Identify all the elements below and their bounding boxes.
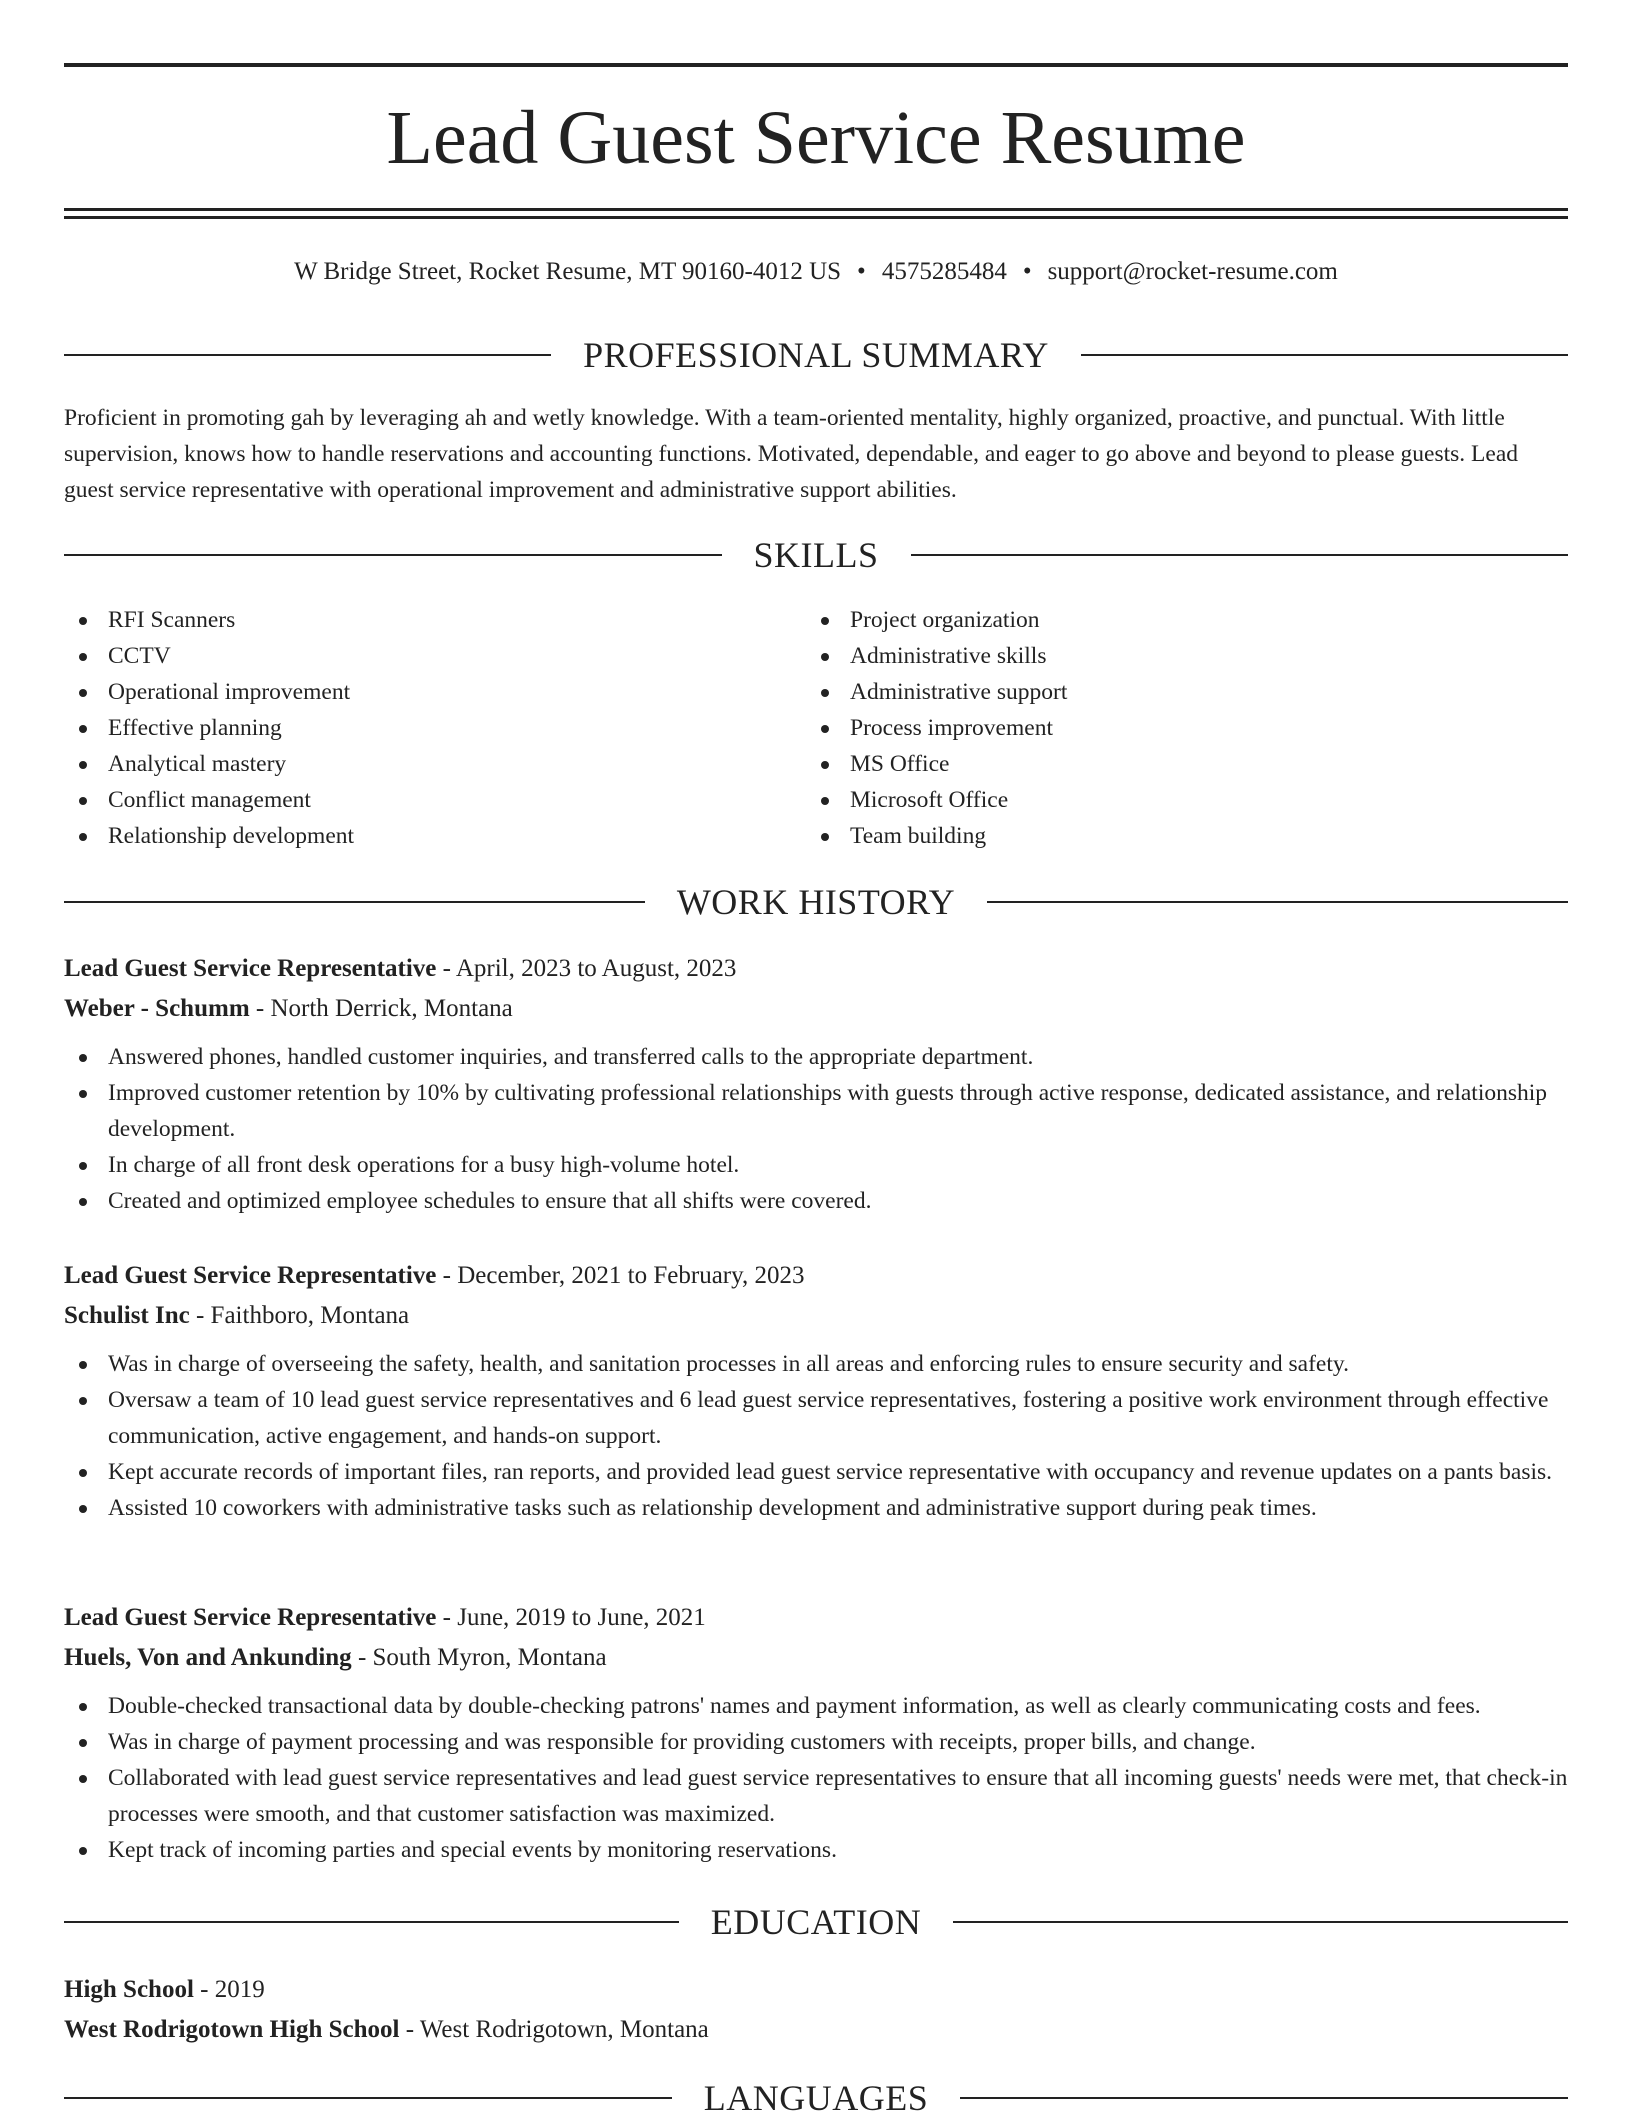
- contact-line: [64, 254, 1568, 290]
- job-title-line: [64, 949, 1568, 989]
- skill-item: Microsoft Office: [850, 782, 1548, 818]
- job-company: Huels, Von and Ankunding: [64, 1644, 352, 1671]
- section-heading-work-history: [64, 880, 1568, 924]
- job-bullet: Was in charge of payment processing and was responsible for providing customers with receipts, proper bills, and change.: [108, 1724, 1568, 1760]
- title-rule-upper: [64, 208, 1568, 211]
- title-rule-lower: [64, 216, 1568, 219]
- job-dates: - April, 2023 to August, 2023: [436, 955, 737, 982]
- job-entry: [64, 1256, 1568, 1526]
- job-title: Lead Guest Service Representative: [64, 1604, 437, 1631]
- heading-rule: [64, 1921, 679, 1923]
- skills-column-right: [806, 602, 1548, 854]
- contact-phone: 4575285484: [881, 258, 1007, 285]
- job-entry: [64, 1598, 1568, 1868]
- contact-email: support@rocket-resume.com: [1047, 258, 1338, 285]
- section-heading-summary: [64, 333, 1568, 377]
- job-dates: - June, 2019 to June, 2021: [436, 1604, 706, 1631]
- resume-title: Lead Guest Service Resume: [386, 96, 1246, 180]
- skill-item: Team building: [850, 818, 1548, 854]
- job-bullet: In charge of all front desk operations for a busy high-volume hotel.: [108, 1147, 1568, 1183]
- job-location: - South Myron, Montana: [351, 1644, 607, 1671]
- job-bullet: Kept track of incoming parties and special events by monitoring reservations.: [108, 1832, 1568, 1868]
- skill-item: Analytical mastery: [108, 746, 806, 782]
- skill-item: Administrative support: [850, 674, 1548, 710]
- job-bullet: Collaborated with lead guest service representatives and lead guest service representatives to ensure that all incoming guests' needs were met, that check-in processes were smooth, and that customer satisfaction was maximized.: [108, 1760, 1568, 1832]
- heading-rule: [960, 2097, 1568, 2099]
- education-entry: [64, 1970, 1568, 2050]
- education-degree-line: [64, 1970, 1568, 2010]
- job-bullets: [64, 1039, 1568, 1219]
- job-entry: [64, 949, 1568, 1219]
- job-title-line: [64, 1598, 1568, 1638]
- skill-item: Administrative skills: [850, 638, 1548, 674]
- education-location: - West Rodrigotown, Montana: [399, 2016, 709, 2043]
- skill-item: RFI Scanners: [108, 602, 806, 638]
- contact-separator: •: [857, 258, 866, 285]
- section-heading-languages: [64, 2076, 1568, 2120]
- summary-text: Proficient in promoting gah by leveraging ah and wetly knowledge. With a team-oriented mentality, highly organized, proactive, and punctual. With little supervision, knows how to handle reservations and accounting functions. Motivated, dependable, and eager to go above and beyond to please guests. Lead guest service representative with operational improvement and administrative support abilities.: [64, 405, 1518, 503]
- education-degree: High School: [64, 1976, 194, 2003]
- section-title: LANGUAGES: [703, 2078, 929, 2118]
- section-title: WORK HISTORY: [676, 882, 956, 922]
- heading-rule: [64, 2097, 672, 2099]
- skill-item: CCTV: [108, 638, 806, 674]
- heading-rule: [64, 354, 551, 356]
- job-bullet: Double-checked transactional data by double-checking patrons' names and payment information, as well as clearly communicating costs and fees.: [108, 1688, 1568, 1724]
- section-title: EDUCATION: [710, 1902, 922, 1942]
- job-company-line: [64, 1296, 1568, 1336]
- skills-column-left: [64, 602, 806, 854]
- heading-rule: [953, 1921, 1568, 1923]
- heading-rule: [64, 554, 722, 556]
- job-bullet: Assisted 10 coworkers with administrative tasks such as relationship development and administrative support during peak times.: [108, 1490, 1568, 1526]
- job-bullet: Answered phones, handled customer inquiries, and transferred calls to the appropriate department.: [108, 1039, 1568, 1075]
- job-company-line: [64, 1638, 1568, 1678]
- heading-rule: [64, 901, 645, 903]
- job-bullet: Kept accurate records of important files, ran reports, and provided lead guest service representative with occupancy and revenue updates on a pants basis.: [108, 1454, 1568, 1490]
- job-bullets: [64, 1688, 1568, 1868]
- skill-item: MS Office: [850, 746, 1548, 782]
- skill-item: Operational improvement: [108, 674, 806, 710]
- top-rule: [64, 63, 1568, 67]
- job-location: - Faithboro, Montana: [189, 1302, 410, 1329]
- skills-list: [64, 602, 1568, 854]
- heading-rule: [911, 554, 1569, 556]
- job-company: Weber - Schumm: [64, 995, 250, 1022]
- skill-item: Relationship development: [108, 818, 806, 854]
- section-heading-skills: [64, 533, 1568, 577]
- job-title: Lead Guest Service Representative: [64, 955, 437, 982]
- section-title: SKILLS: [753, 535, 879, 575]
- heading-rule: [987, 901, 1568, 903]
- job-title-line: [64, 1256, 1568, 1296]
- job-company-line: [64, 989, 1568, 1029]
- job-bullets: [64, 1346, 1568, 1526]
- section-heading-education: [64, 1900, 1568, 1944]
- job-location: - North Derrick, Montana: [249, 995, 513, 1022]
- skill-item: Conflict management: [108, 782, 806, 818]
- job-company: Schulist Inc: [64, 1302, 190, 1329]
- skill-item: Project organization: [850, 602, 1548, 638]
- heading-rule: [1081, 354, 1568, 356]
- skill-item: Effective planning: [108, 710, 806, 746]
- contact-separator: •: [1022, 258, 1032, 285]
- job-bullet: Oversaw a team of 10 lead guest service representatives and 6 lead guest service representatives, fostering a positive work environment through effective communication, active engagement, and hands-on support.: [108, 1382, 1568, 1454]
- job-bullet: Was in charge of overseeing the safety, health, and sanitation processes in all areas and enforcing rules to ensure security and safety.: [108, 1346, 1568, 1382]
- job-bullet: Created and optimized employee schedules to ensure that all shifts were covered.: [108, 1183, 1568, 1219]
- section-title: PROFESSIONAL SUMMARY: [583, 335, 1049, 375]
- skill-item: Process improvement: [850, 710, 1548, 746]
- education-school-line: [64, 2010, 1568, 2050]
- job-title: Lead Guest Service Representative: [64, 1262, 437, 1289]
- education-school: West Rodrigotown High School: [64, 2016, 400, 2043]
- job-bullet: Improved customer retention by 10% by cultivating professional relationships with guests through active response, dedicated assistance, and relationship development.: [108, 1075, 1568, 1147]
- job-dates: - December, 2021 to February, 2023: [436, 1262, 805, 1289]
- education-year: - 2019: [193, 1976, 265, 2003]
- contact-address: W Bridge Street, Rocket Resume, MT 90160-4012 US: [294, 258, 842, 285]
